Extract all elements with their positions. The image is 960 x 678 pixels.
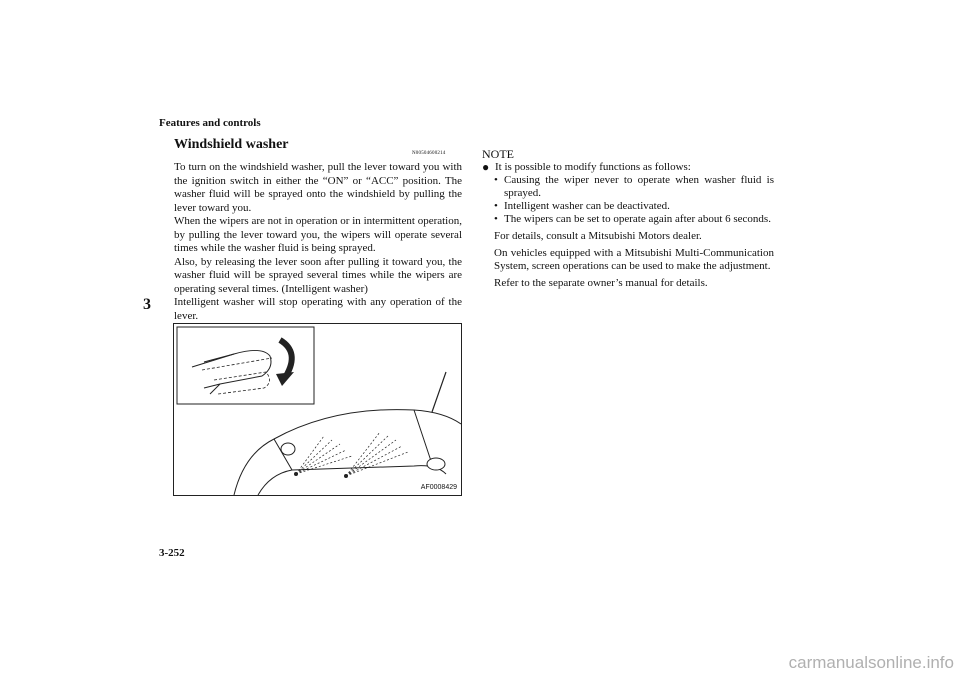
page-number: 3-252: [159, 547, 185, 559]
note-section: [482, 148, 774, 290]
list-item-text: Causing the wiper never to operate when washer fluid is sprayed.: [504, 174, 774, 199]
note-bullet: [482, 161, 774, 174]
note-paragraph: For details, consult a Mitsubishi Motors dealer.: [494, 230, 702, 242]
list-item-text: Intelligent washer can be deactivated.: [504, 200, 670, 212]
list-item: [494, 174, 774, 200]
note-sub-list: [482, 174, 774, 226]
washer-illustration: [173, 323, 462, 496]
paragraph: When the wipers are not in operation or in intermittent operation, by pulling the lever toward you, the wipers will operate several times while the washer fluid is being sprayed.: [174, 215, 462, 254]
note-bullet-text: It is possible to modify functions as follows:: [495, 161, 691, 173]
paragraph: Intelligent washer will stop operating with any operation of the lever.: [174, 296, 462, 322]
dot-icon: •: [494, 174, 498, 186]
note-paragraph: Refer to the separate owner’s manual for details.: [494, 277, 708, 289]
list-item: [494, 200, 774, 213]
figure-code: AF0008429: [420, 484, 457, 491]
article-body: [174, 161, 462, 323]
watermark: carmanualsonline.info: [788, 653, 954, 672]
windshield-washer-drawing: [174, 324, 461, 495]
page-heading: Windshield washer: [174, 137, 289, 152]
dot-icon: •: [494, 213, 498, 225]
paragraph: Also, by releasing the lever soon after pulling it toward you, the washer fluid will be sprayed several times while the wipers are operating several times. (Intelligent washer): [174, 255, 462, 295]
note-label: NOTE: [482, 147, 514, 161]
section-title: Features and controls: [159, 117, 261, 129]
note-paragraph: On vehicles equipped with a Mitsubishi Multi-Communication System, screen operations can be used to make the adjustment.: [494, 247, 774, 272]
list-item: [494, 213, 774, 226]
list-item-text: The wipers can be set to operate again after about 6 seconds.: [504, 213, 771, 225]
chapter-number: 3: [143, 296, 151, 313]
bullet-icon: ●: [482, 160, 490, 174]
reference-code: N00504600214: [412, 151, 446, 156]
dot-icon: •: [494, 200, 498, 212]
paragraph: To turn on the windshield washer, pull the lever toward you with the ignition switch in either the “ON” or “ACC” position. The washer fluid will be sprayed onto the windshield by pulling the lever toward you.: [174, 161, 462, 214]
